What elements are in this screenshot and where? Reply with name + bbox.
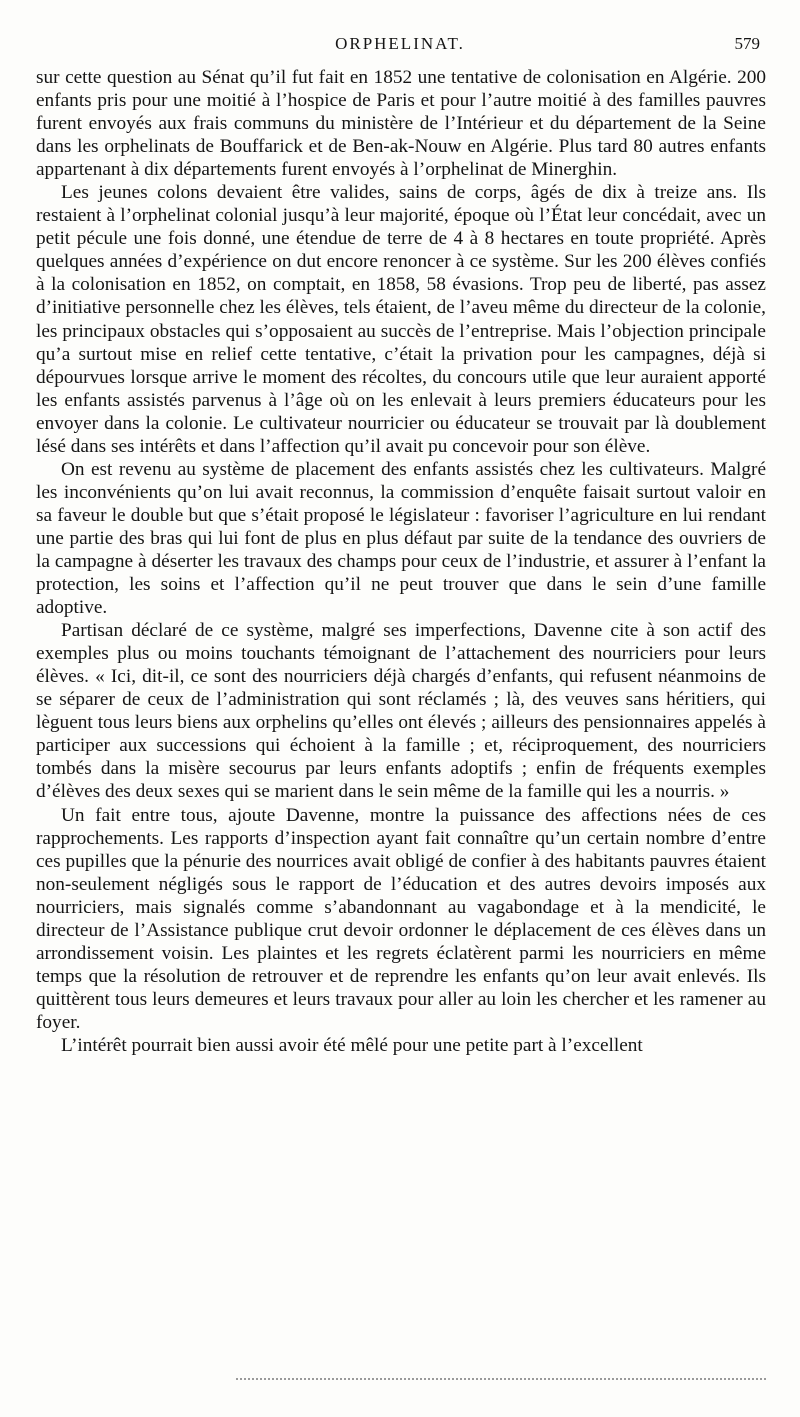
paragraph: Partisan déclaré de ce système, malgré ses imperfections, Davenne cite à son actif des exemples plus ou moins touchants témoignant de l’attachement des nourriciers pour leurs élèves. « Ici, dit-il, ce sont des nourriciers déjà chargés d’enfants, qui refusent néanmoins de se séparer de ceux de l’administration qui sont réclamés ; là, des veuves sans héritiers, qui lèguent tous leurs biens aux orphelins qu’elles ont élevés ; ailleurs des pensionnaires appelés à participer aux successions qui échoient à la famille ; et, réciproquement, des nourriciers tombés dans la misère secourus par leurs enfants adoptifs ; enfin de fréquents exemples d’élèves des deux sexes qui se marient dans le sein même de la famille qui les a nourris. » [36,620,766,803]
paragraph-continues: L’intérêt pourrait bien aussi avoir été mêlé pour une petite part à l’excellent [61,1034,643,1056]
page-number: 579 [734,34,760,53]
body-text [36,66,766,1057]
paragraph: Les jeunes colons devaient être valides, sains de corps, âgés de dix à treize ans. Ils restaient à l’orphelinat colonial jusqu’à leur majorité, époque où l’État leur concédait, avec un petit pécule une fois donné, une étendue de terre de 4 à 8 hectares en toute propriété. Après quelques années d’expérience on dut encore renoncer à ce système. Sur les 200 élèves confiés à la colonisation en 1852, on comptait, en 1858, 58 évasions. Trop peu de liberté, pas assez d’initiative personnelle chez les élèves, tels étaient, de l’aveu même du directeur de la colonie, les principaux obstacles qui s’opposaient au succès de l’entreprise. Mais l’objection principale qu’a surtout mise en relief cette tentative, c’était la privation pour les campagnes, déjà si dépourvues lorsque arrive le moment des récoltes, du concours utile que leur auraient apporté les enfants assistés parvenus à l’âge où on les enlevait à leurs premiers éducateurs pour les envoyer dans la colonie. Le cultivateur nourricier ou éducateur se trouvait par là doublement lésé dans ses intérêts et dans l’affection qu’il avait pu concevoir pour son élève. [36,182,766,457]
footer-rule [236,1378,766,1380]
running-title: ORPHELINAT. [335,34,465,53]
paragraph: Un fait entre tous, ajoute Davenne, montre la puissance des affections nées de ces rapprochements. Les rapports d’inspection ayant fait connaître qu’un certain nombre d’entre ces pupilles que la pénurie des nourrices avait obligé de confier à des habitants pauvres étaient non-seulement négligés sous le rapport de l’éducation et des autres devoirs imposés aux nourriciers, mais signalés comme s’abandonnant au vagabondage et à la mendicité, le directeur de l’Assistance publique crut devoir ordonner le déplacement de ces élèves dans un arrondissement voisin. Les plaintes et les regrets éclatèrent parmi les nourriciers en même temps que la résolution de retrouver et de reprendre les enfants qu’on leur avait enlevés. Ils quittèrent tous leurs demeures et leurs travaux pour aller au loin les chercher et les ramener au foyer. [36,804,766,1033]
paragraph: On est revenu au système de placement des enfants assistés chez les cultivateurs. Malgré les inconvénients qu’on lui avait reconnus, la commission d’enquête faisait surtout valoir en sa faveur le double but que s’était proposé le législateur : favoriser l’agriculture en lui rendant une partie des bras qui lui font de plus en plus défaut par suite de la tendance des ouvriers de la campagne à déserter les travaux des champs pour ceux de l’industrie, et assurer à l’enfant la protection, les soins et l’affection qu’il ne peut trouver que dans le sein d’une famille adoptive. [36,458,766,619]
paragraph-continued: sur cette question au Sénat qu’il fut fait en 1852 une tentative de colonisation en Algérie. 200 enfants pris pour une moitié à l’hospice de Paris et pour l’autre moitié à des familles pauvres furent envoyés aux frais communs du ministère de l’Intérieur et du département de la Seine dans les orphelinats de Bouffarick et de Ben-ak-Nouw en Algérie. Plus tard 80 autres enfants appartenant à dix départements furent envoyés à l’orphelinat de Minerghin. [36,67,766,181]
page-header [36,34,764,58]
